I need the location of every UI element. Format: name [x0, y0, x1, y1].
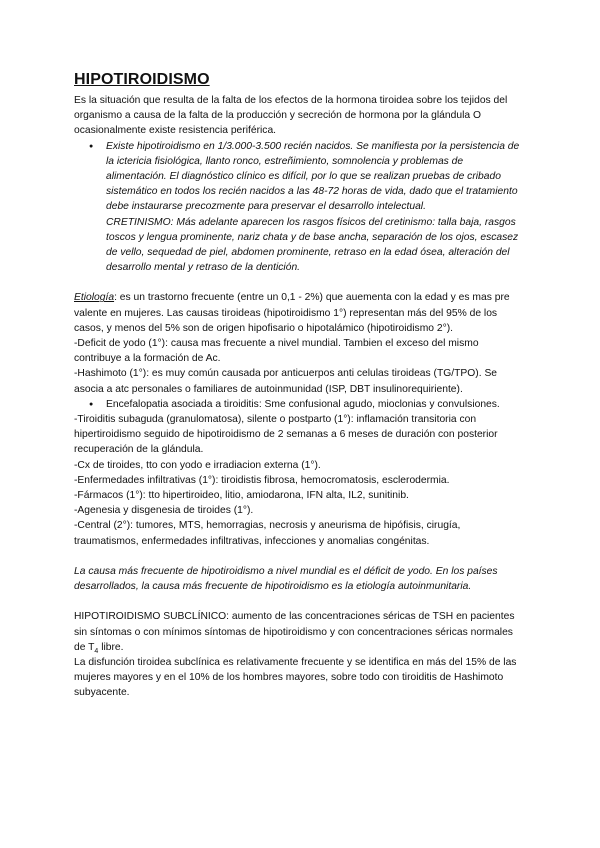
list-item [87, 139, 526, 276]
cause-item: -Central (2°): tumores, MTS, hemorragias, necrosis y aneurisma de hipófisis, cirugía, traumatismos, enfermedades infiltrativas, infecciones y anomalias congénitas. [74, 520, 461, 547]
cause-item: -Enfermedades infiltrativas (1°): tiroidistis fibrosa, hemocromatosis, esclerodermia. [74, 474, 450, 486]
cause-item: -Fármacos (1°): tto hipertiroideo, litio, amiodarona, IFN alta, IL2, sunitinib. [74, 490, 409, 502]
subclinical-prevalence: La disfunción tiroidea subclínica es relativamente frecuente y se identifica en más del 15% de las mujeres mayores y en el 10% de los hombres mayores, sobre todo con tiroiditis de Hashimoto subyacente. [74, 656, 517, 699]
congenital-text: ● Existe hipotiroidismo en 1/3.000-3.500 recién nacidos. Se manifiesta por la persistencia de la ictericia fisiológica, llanto ronco, estreñimiento, somnolencia y problemas de alimentación. El diagnóstico clínico es difícil, por lo que se realizan pruebas de cribado sistemático en todos los recién nacidos a las 48-72 horas de vida, dado que el tratamiento debe instaurarse precozmente para preservar el desarrollo intelectual. [106, 140, 520, 213]
cause-item: -Cx de tiroides, tto con yodo e irradiacion externa (1°). [74, 459, 321, 471]
cretinismo-text: CRETINISMO: Más adelante aparecen los rasgos físicos del cretinismo: talla baja, rasgos toscos y lengua prominente, nariz chata y de base ancha, separación de los ojos, escasez de vello, sequedad de piel, abdomen prominente, retraso en la edad ósea, alteración del desarrollo mental y retraso de la dentición. [106, 216, 519, 274]
spacer [74, 594, 526, 609]
etiology-second-line: valente en mujeres. Las causas tiroideas (hipotiroidismo 1°) representan más del 95% de los casos, y menos del 5% son de origen hipofisario o hipotalámico (hipotiroidismo 2°). [74, 307, 498, 334]
congenital-list [74, 139, 526, 276]
etiology-first-text: : es un trastorno frecuente (entre un 0,1 - 2%) que auementa con la edad y es mas pre [114, 292, 510, 304]
cause-item: -Agenesia y disgenesia de tiroides (1°). [74, 505, 254, 517]
spacer [74, 275, 526, 290]
subclinical-definition [74, 609, 526, 655]
subclinical-tail: libre. [98, 641, 124, 653]
hashimoto-text: -Hashimoto (1°): es muy común causada por anticuerpos anti celulas tiroideas (TG/TPO). Se asocia a atc personales o familiares de autoinmunidad (ISP, DBT insulinorequiriente). [74, 368, 498, 395]
document-page [74, 70, 526, 701]
list-item: ● Encefalopatia asociada a tiroiditis: Sme confusional agudo, mioclonias y convulsiones. [87, 397, 526, 412]
cause-item: -Tiroiditis subaguda (granulomatosa), silente o postparto (1°): inflamación transitoria con hipertiroidismo seguido de hipotiroidismo de 2 semanas a 6 meses de duración con posterior recuperación de la glándula. [74, 414, 498, 456]
summary-note: La causa más frecuente de hipotiroidismo a nivel mundial es el déficit de yodo. En los países desarrollados, la causa más frecuente de hipotiroidismo es la etiología autoinmunitaria. [74, 565, 498, 593]
subclinical-text: HIPOTIROIDISMO SUBCLÍNICO: aumento de las concentraciones séricas de TSH en pacientes sin síntomas o con mínimos síntomas de hipotiroidismo y con concentraciones séricas normales de T [74, 611, 515, 653]
intro-paragraph: Es la situación que resulta de la falta de los efectos de la hormona tiroidea sobre los tejidos del organismo a causa de la falta de la producción y secreción de hormona por la glándula O ocasionalmente existe resistencia periférica. [74, 95, 508, 137]
spacer [74, 549, 526, 564]
iodine-deficit-text: -Deficit de yodo (1°): causa mas frecuente a nivel mundial. Tambien el exceso del mismo contribuye a la formación de Ac. [74, 338, 479, 365]
etiology-first-line [74, 290, 526, 305]
t4-subscript: 4 [94, 647, 99, 655]
encephalopathy-list [74, 397, 526, 412]
etiology-label: Etiología [74, 292, 115, 304]
page-title: HIPOTIROIDISMO [74, 71, 210, 88]
